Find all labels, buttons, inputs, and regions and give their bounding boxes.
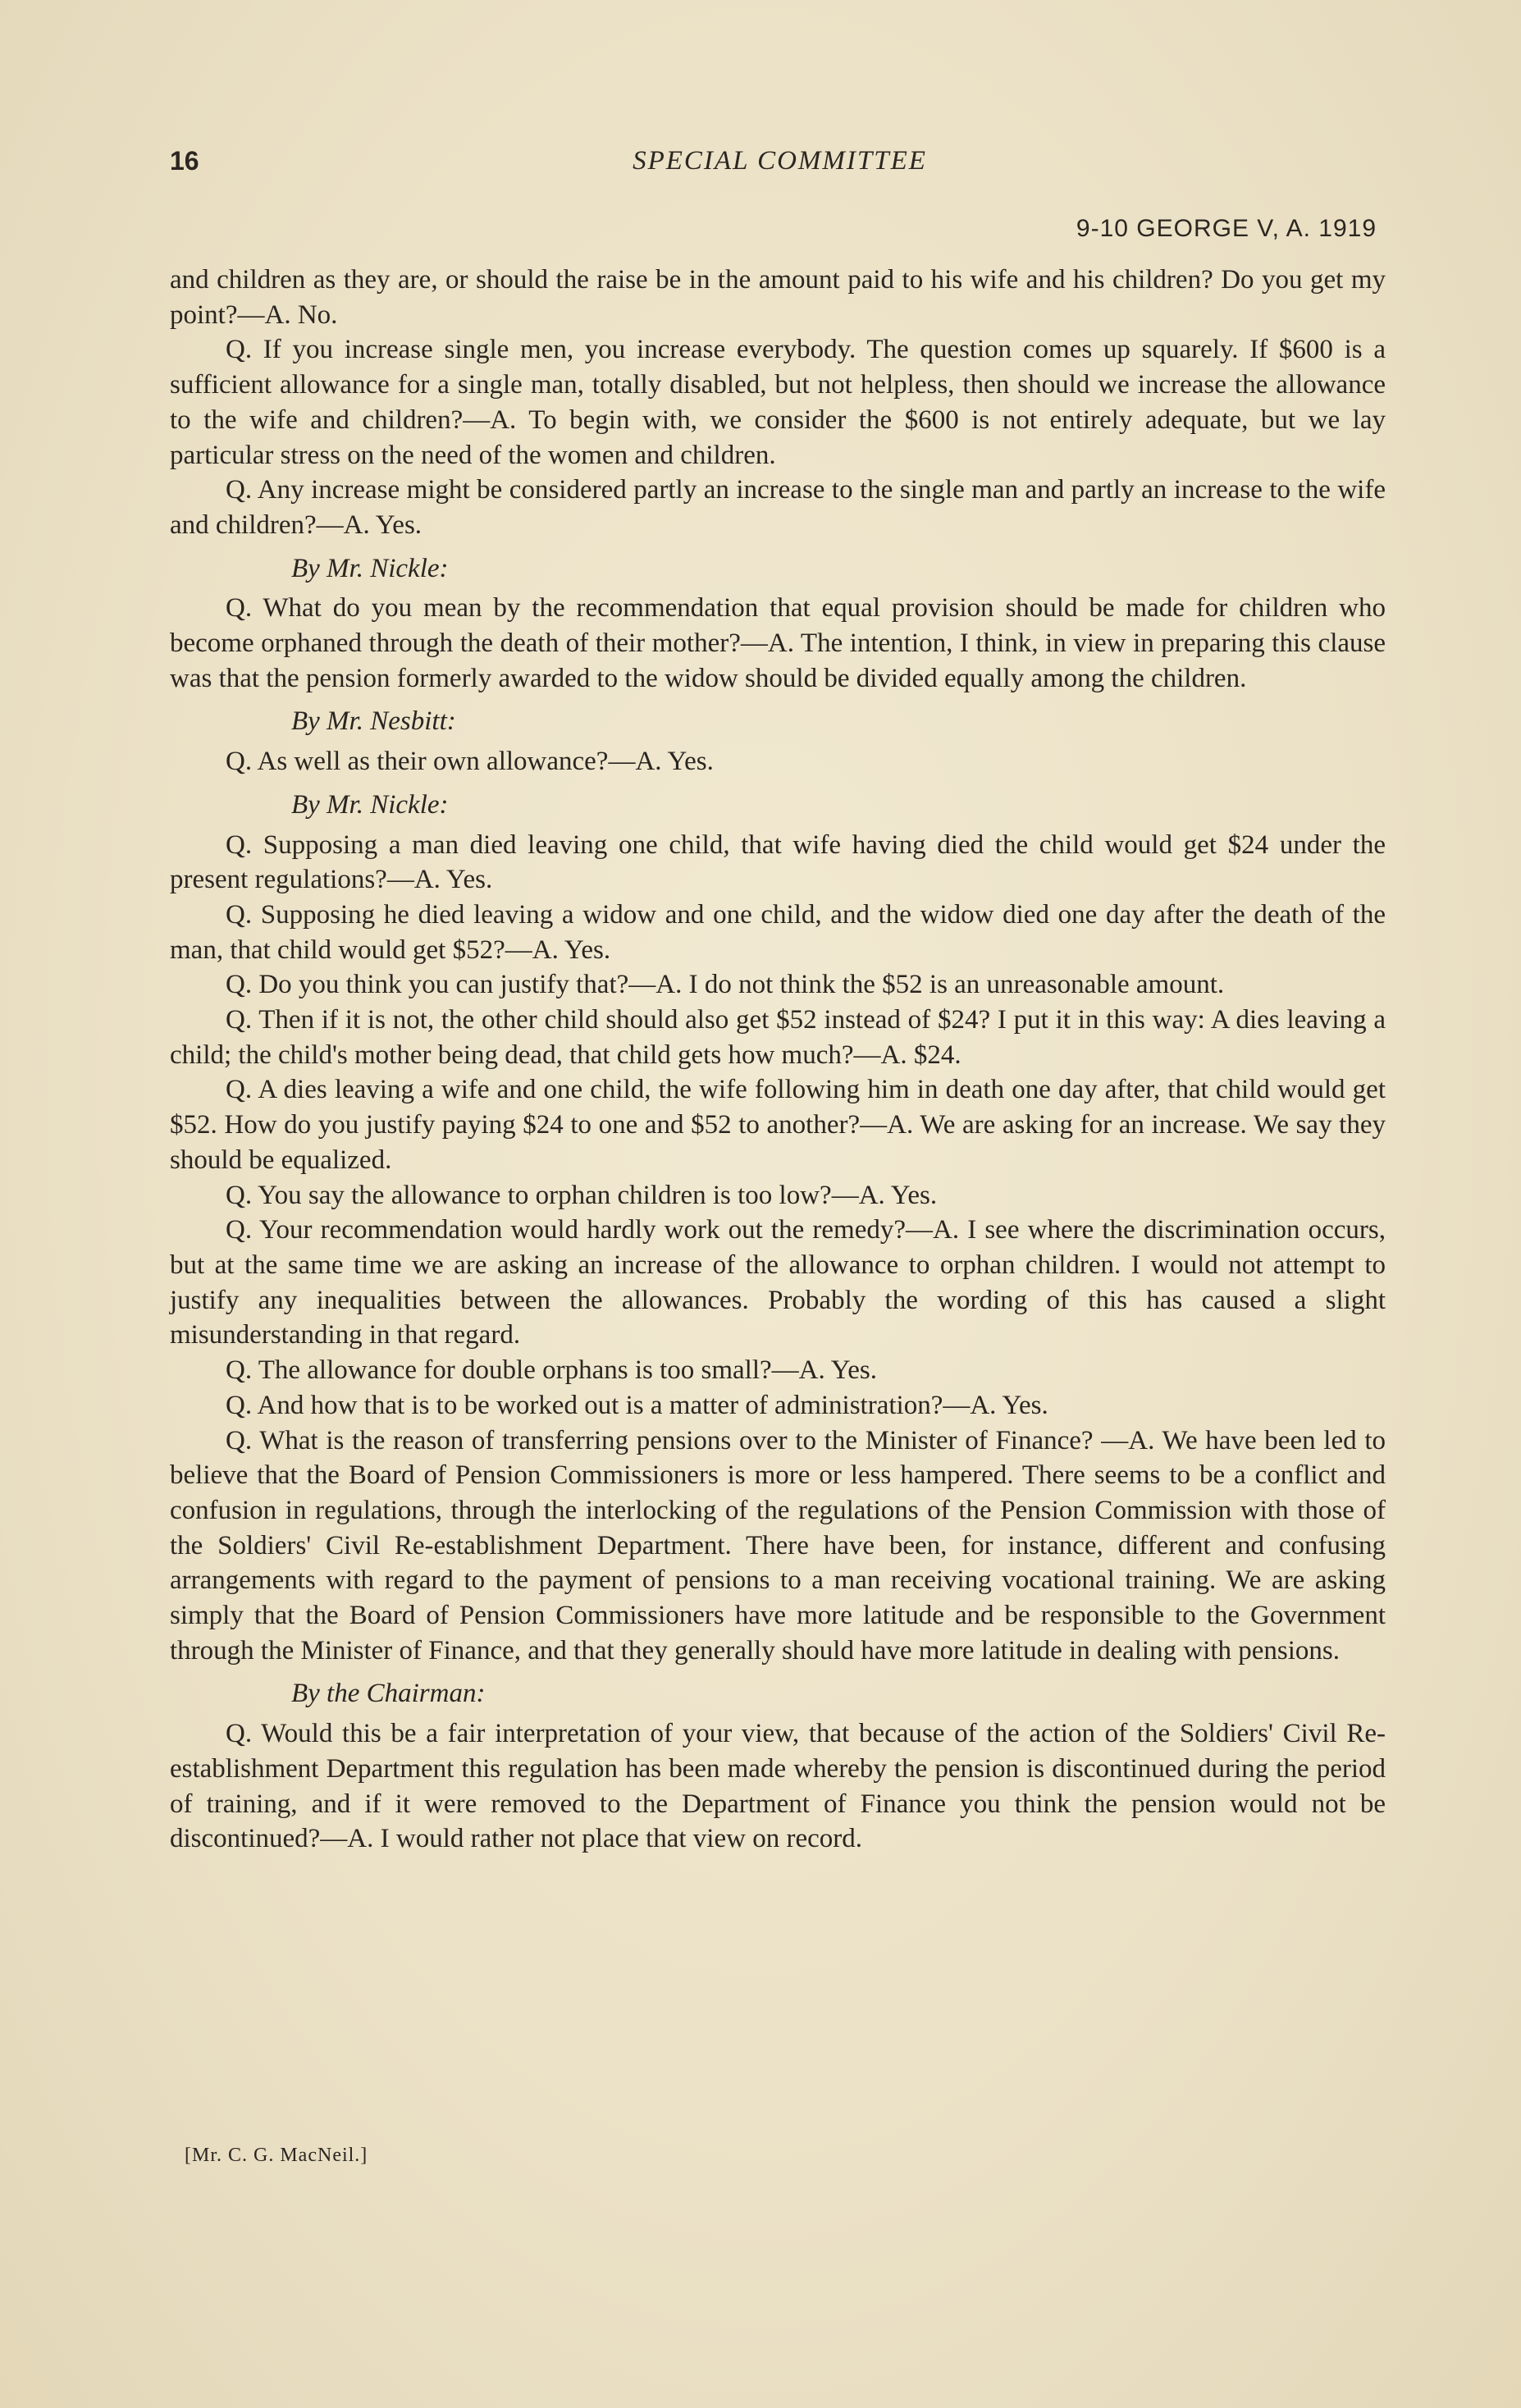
page-header [170,146,1390,182]
paragraph: Q. Your recommendation would hardly work out the remedy?—A. I see where the discrimination occurs, but at the same time we are asking an increase of the allowance to orphan children. I would not attempt to justify any inequalities between the allowances. Probably the wording of this has caused a slight misunderstanding in that regard. [170,1215,1386,1350]
paragraph: Q. And how that is to be worked out is a matter of administration?—A. Yes. [226,1390,1048,1420]
paragraph: Q. Supposing he died leaving a widow and one child, and the widow died one day after the death of the man, that child would get $52?—A. Yes. [170,899,1386,965]
speaker-heading: By the Chairman: [291,1679,486,1709]
session-reference: 9-10 GEORGE V, A. 1919 [1076,215,1377,242]
speaker-heading: By Mr. Nickle: [291,553,449,583]
running-title: SPECIAL COMMITTEE [633,146,927,176]
paragraph: Q. What do you mean by the recommendation that equal provision should be made for children who become orphaned through the death of their mother?—A. The intention, I think, in view in preparing this clause was that the pension formerly awarded to the widow should be divided equally among the children. [170,593,1386,693]
witness-attribution: [Mr. C. G. MacNeil.] [185,2145,368,2166]
paragraph: Q. As well as their own allowance?—A. Yes. [226,747,714,777]
paragraph: Q. Any increase might be considered partly an increase to the single man and partly an increase to the wife and children?—A. Yes. [170,475,1386,540]
paragraph: Q. If you increase single men, you increase everybody. The question comes up squarely. If $600 is a sufficient allowance for a single man, totally disabled, but not helpless, then should we increase the allowance to the wife and children?—A. To begin with, we consider the $600 is not entirely adequate, but we lay particular stress on the need of the women and children. [170,335,1386,470]
page-number: 16 [170,146,199,176]
speaker-heading: By Mr. Nickle: [291,789,449,820]
paragraph: Q. Would this be a fair interpretation of your view, that because of the action of the Soldiers' Civil Re-establishment Department this regulation has been made whereby the pension is discontinued during the period of training, and if it were removed to the Department of Finance you think the pension would not be discontinued?—A. I would rather not place that view on record. [170,1719,1386,1854]
speaker-heading: By Mr. Nesbitt: [291,706,456,737]
paragraph: Q. You say the allowance to orphan children is too low?—A. Yes. [226,1180,938,1210]
paragraph: Q. Supposing a man died leaving one child, that wife having died the child would get $24 under the present regulations?—A. Yes. [170,829,1386,895]
paragraph: Q. What is the reason of transferring pensions over to the Minister of Finance? —A. We have been led to believe that the Board of Pension Commissioners is more or less hampered. There seems to be a conflict and confusion in regulations, through the interlocking of the regulations of the Pension Commission with those of the Soldiers' Civil Re-establishment Department. There have been, for instance, different and confusing arrangements with regard to the payment of pensions to a man receiving vocational training. We are asking simply that the Board of Pension Commissioners have more latitude and be responsible to the Government through the Minister of Finance, and that they generally should have more latitude in dealing with pensions. [170,1425,1386,1665]
paragraph: Q. Then if it is not, the other child should also get $52 instead of $24? I put it in this way: A dies leaving a child; the child's mother being dead, that child gets how much?—A. $24. [170,1005,1386,1070]
paragraph: Q. Do you think you can justify that?—A. I do not think the $52 is an unreasonable amount. [226,970,1225,1000]
paragraph: Q. The allowance for double orphans is too small?—A. Yes. [226,1355,878,1386]
paragraph: and children as they are, or should the raise be in the amount paid to his wife and his children? Do you get my point?—A. No. [170,265,1386,330]
body-text [170,263,1386,1857]
paragraph: Q. A dies leaving a wife and one child, the wife following him in death one day after, that child would get $52. How do you justify paying $24 to one and $52 to another?—A. We are asking for an increase. We say they should be equalized. [170,1075,1386,1175]
